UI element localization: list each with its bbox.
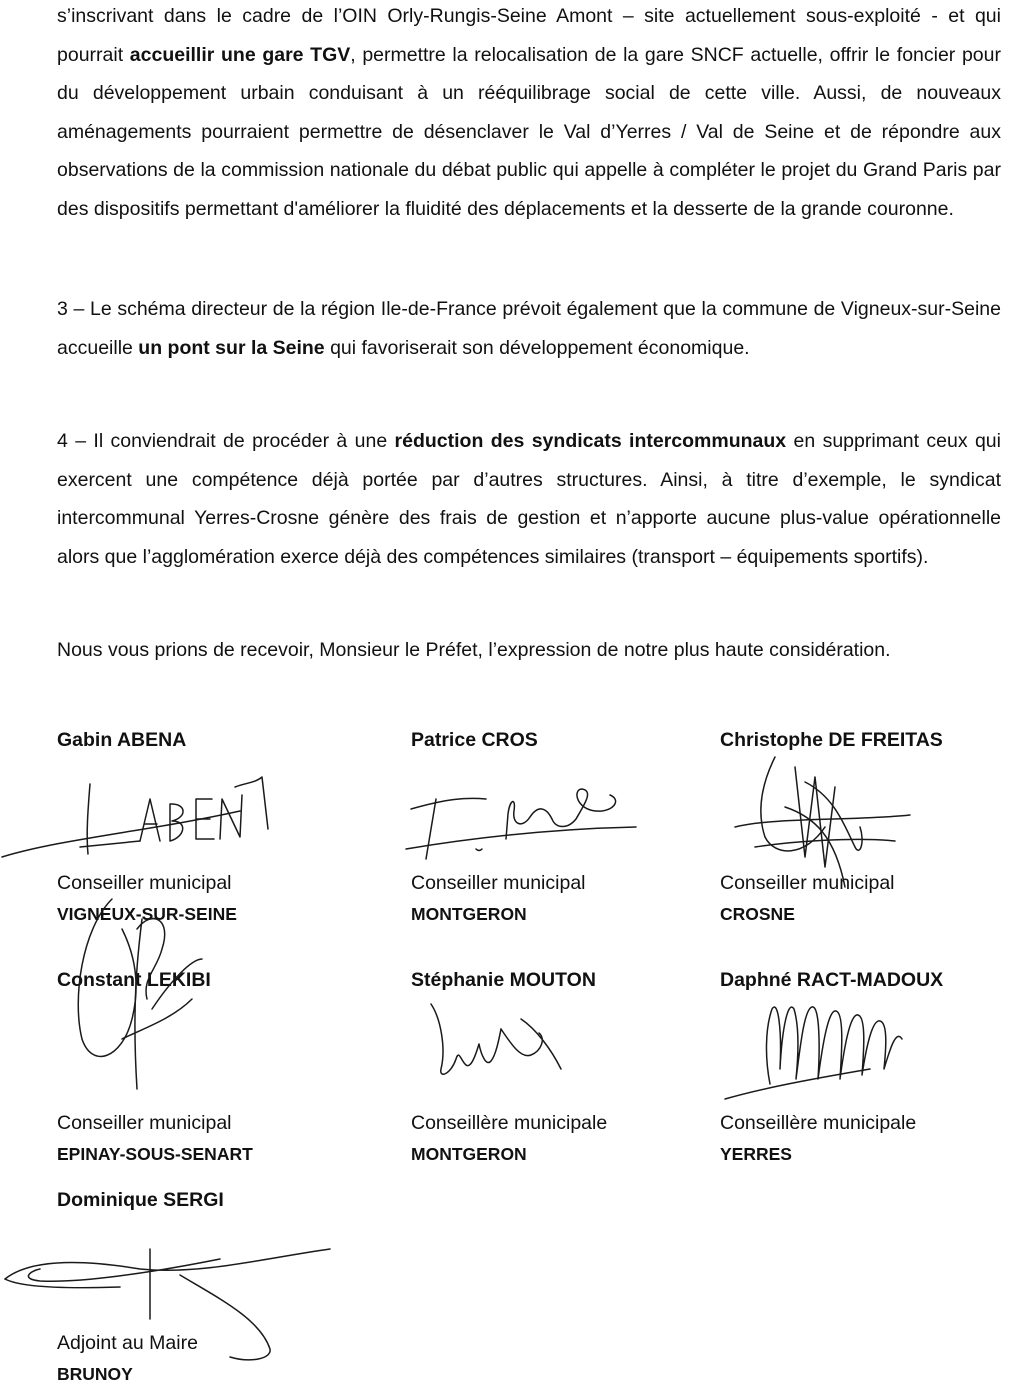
- emphasis-text: accueillir une gare TGV: [129, 43, 351, 66]
- signatory-town: EPINAY-SOUS-SENART: [57, 1144, 253, 1164]
- signatory-town: YERRES: [720, 1144, 792, 1164]
- paragraph-point-4-syndicats: [57, 422, 1001, 576]
- handwritten-signature-icon: [0, 759, 290, 869]
- handwritten-signature-icon: [421, 999, 601, 1099]
- signatory-name: Patrice CROS: [411, 729, 538, 751]
- paragraph-oin-gare-tgv: [57, 0, 1001, 228]
- signatory-role: Conseiller municipal: [57, 872, 232, 894]
- handwritten-signature-icon: [62, 889, 262, 1129]
- paragraph-point-3-pont-seine: [57, 290, 1001, 367]
- signatory-name: Dominique SERGI: [57, 1189, 224, 1211]
- signatory-role: Conseiller municipal: [720, 872, 895, 894]
- signatory-name: Stéphanie MOUTON: [411, 969, 596, 991]
- handwritten-signature-icon: [406, 769, 646, 869]
- paragraph-text: qui favoriserait son développement économique.: [324, 336, 750, 359]
- signatory-name: Daphné RACT-MADOUX: [720, 969, 944, 991]
- paragraph-text: Nous vous prions de recevoir, Monsieur le Préfet, l’expression de notre plus haute considération.: [57, 639, 891, 661]
- paragraph-text: , permettre la relocalisation de la gare SNCF actuelle, offrir le foncier pour du développement urbain conduisant à un rééquilibrage social de cette ville. Aussi, de nouveaux aménagements pourraient permettre de désenclaver le Val d’Yerres / Val de Seine et de répondre aux observations de la commission nationale du débat public qui appelle à compléter le projet du Grand Paris par des dispositifs permettant d'améliorer la fluidité des déplacements et la desserte de la grande couronne.: [57, 43, 1001, 220]
- signatory-town: MONTGERON: [411, 1144, 527, 1164]
- paragraph-closing-formula: [57, 631, 1001, 670]
- signatory-town: VIGNEUX-SUR-SEINE: [57, 904, 237, 924]
- paragraph-text: en supprimant ceux qui exercent une compétence déjà portée par d’autres structures. Ainsi, à titre d’exemple, le syndicat intercommunal Yerres-Crosne génère des frais de gestion et n’apporte aucune plus-value opérationnelle alors que l’agglomération exerce déjà des compétences similaires (transport – équipements sportifs).: [57, 430, 1001, 568]
- signatory-role: Conseillère municipale: [720, 1112, 917, 1134]
- signatory-name: Christophe DE FREITAS: [720, 729, 943, 751]
- signatory-town: CROSNE: [720, 904, 795, 924]
- paragraph-text: 3 – Le schéma directeur de la région Ile-de-France prévoit également que la commune de Vigneux-sur-Seine accueille: [57, 298, 1001, 359]
- paragraph-text: 4 – Il conviendrait de procéder à une: [57, 430, 395, 452]
- signatory-name: Constant LEKIBI: [57, 969, 211, 991]
- paragraph-text: s’inscrivant dans le cadre de l’OIN Orly-Rungis-Seine Amont – site actuellement sous-exploité - et qui pourrait: [57, 5, 1001, 66]
- signatory-role: Conseiller municipal: [57, 1112, 232, 1134]
- signatory-role: Adjoint au Maire: [57, 1332, 198, 1354]
- signatory-role: Conseiller municipal: [411, 872, 586, 894]
- signatory-town: MONTGERON: [411, 904, 527, 924]
- handwritten-signature-icon: [720, 989, 960, 1119]
- emphasis-text: un pont sur la Seine: [138, 336, 325, 359]
- signatory-role: Conseillère municipale: [411, 1112, 608, 1134]
- signatory-name: Gabin ABENA: [57, 729, 187, 751]
- signatory-town: BRUNOY: [57, 1364, 133, 1384]
- emphasis-text: réduction des syndicats intercommunaux: [394, 430, 787, 452]
